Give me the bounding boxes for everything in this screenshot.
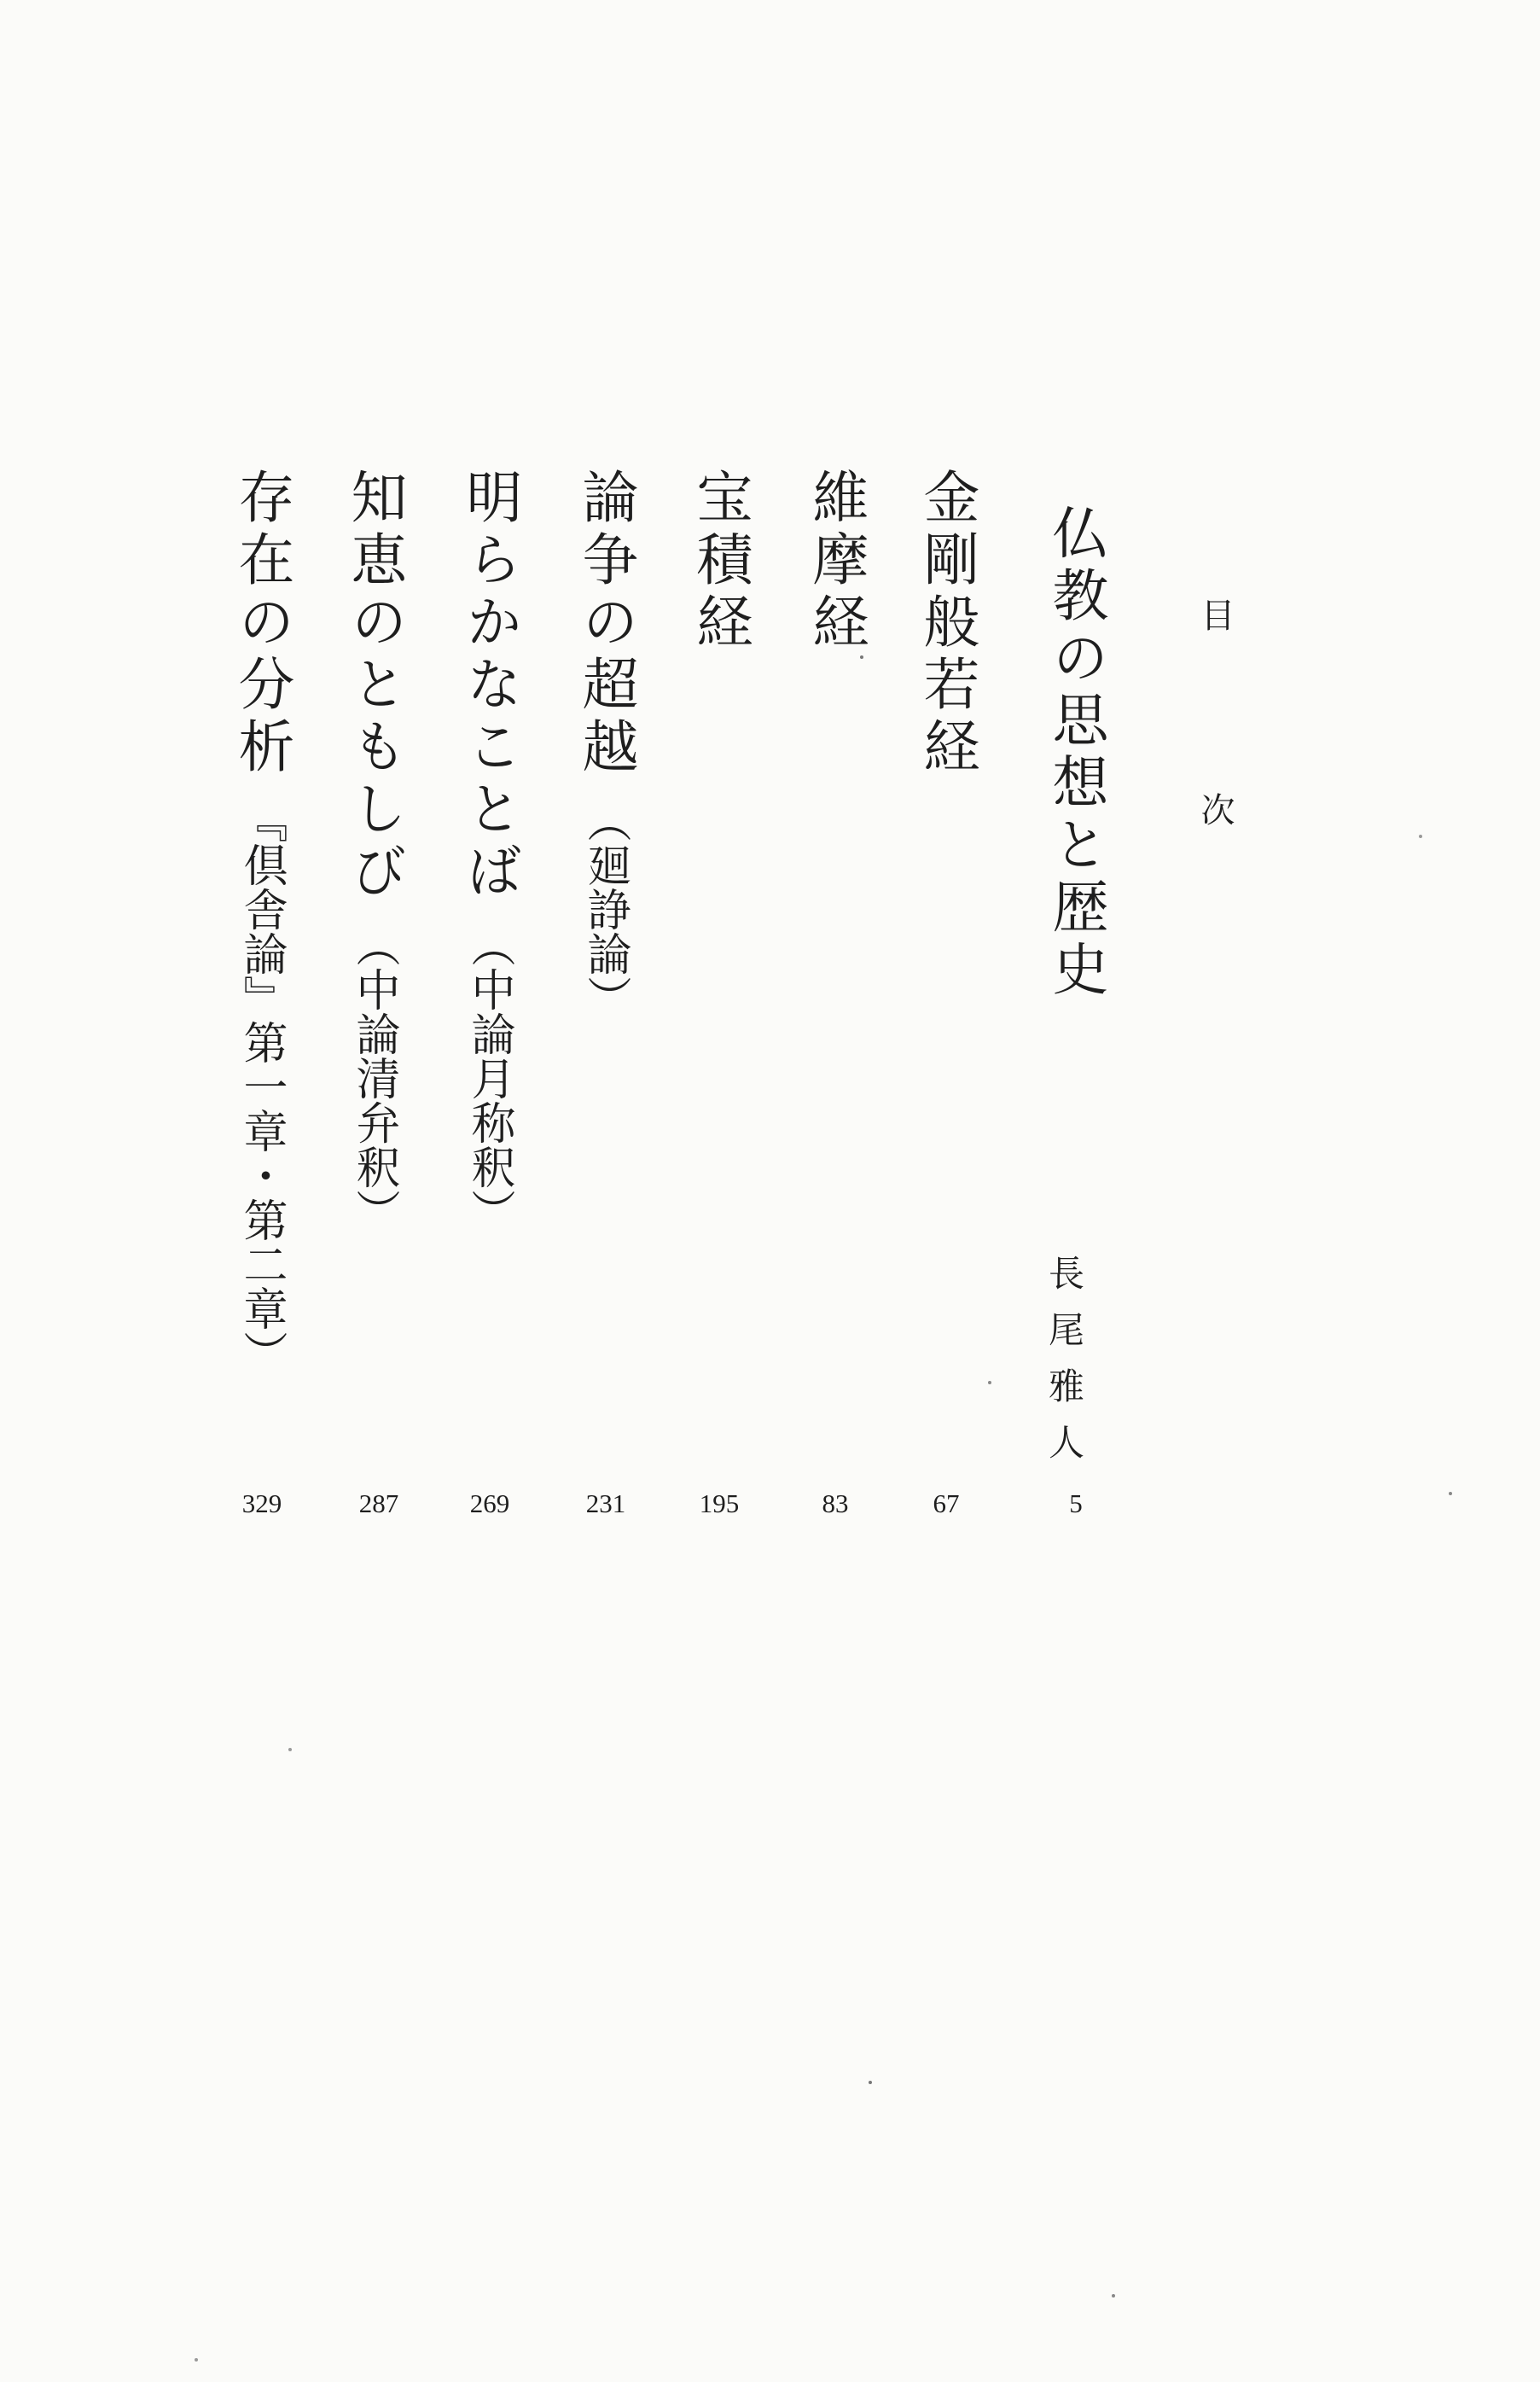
- page-number-6: 269: [469, 1488, 510, 1518]
- entry-subtitle-5: ︵廻諍論︶: [579, 798, 631, 1020]
- entry-title-6: 明らかなことば: [456, 468, 522, 904]
- entry-title-3: 維摩経: [803, 468, 869, 655]
- page-number-5: 231: [585, 1488, 626, 1518]
- page-number-1: 5: [1069, 1488, 1083, 1518]
- toc-heading: 目 次: [1195, 597, 1235, 889]
- entry-8: [229, 468, 294, 1375]
- entry-5: [572, 468, 638, 1020]
- author-name: 長尾雅人: [1043, 1255, 1085, 1480]
- entry-subtitle-6: ︵中論月称釈︶: [463, 923, 514, 1233]
- page-number-7: 287: [358, 1488, 399, 1518]
- entry-subtitle-7: ︵中論清弁釈︶: [348, 923, 399, 1233]
- entry-subtitle-8: ﹃倶舎論﹄第一章・第二章︶: [235, 798, 287, 1375]
- page-number-8: 329: [241, 1488, 282, 1518]
- entry-7: [341, 468, 407, 1233]
- page-number-3: 83: [822, 1488, 849, 1518]
- page-number-2: 67: [933, 1488, 960, 1518]
- entry-title-4: 宝積経: [687, 468, 753, 655]
- entry-title-1: 仏教の思想と歴史: [1043, 504, 1108, 1002]
- entry-title-8: 存在の分析: [229, 468, 294, 779]
- entry-title-5: 論争の超越: [572, 468, 638, 779]
- entry-title-7: 知恵のともしび: [341, 468, 407, 904]
- page-number-4: 195: [699, 1488, 740, 1518]
- entry-title-2: 金剛般若経: [914, 468, 979, 779]
- entry-6: [456, 468, 522, 1233]
